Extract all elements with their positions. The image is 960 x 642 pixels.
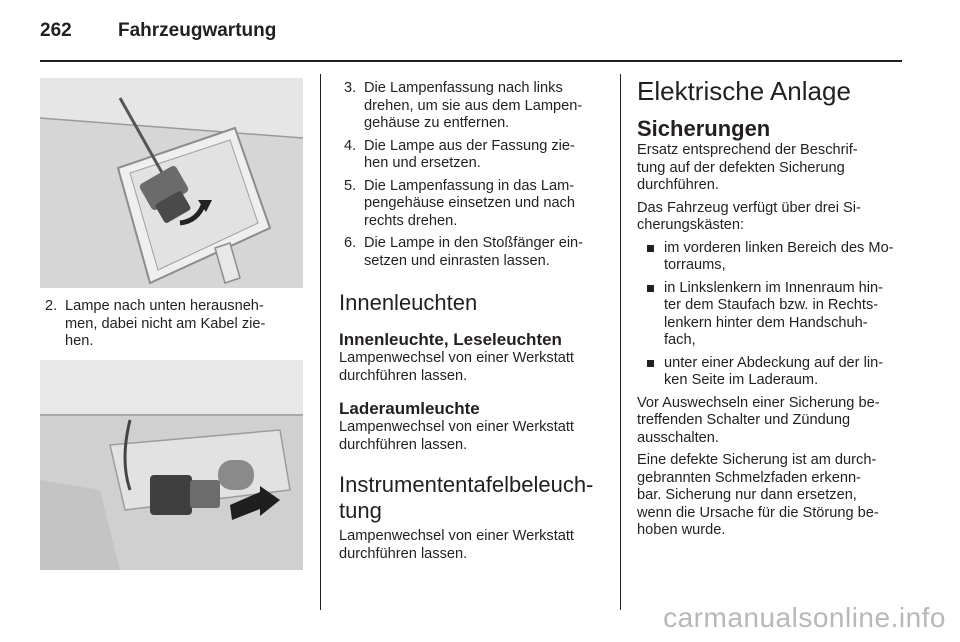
text-line: Das Fahrzeug verfügt über drei Si-	[637, 199, 861, 216]
watermark: carmanualsonline.info	[663, 602, 946, 633]
bullet-square-icon	[647, 245, 654, 252]
text-line: treffenden Schalter und Zündung	[637, 412, 851, 428]
step-5-line: rechts drehen.	[364, 212, 458, 229]
heading-instrumententafelbeleuchtung	[339, 472, 604, 524]
heading-sicherungen: Sicherungen	[637, 116, 771, 141]
heading-elektrische-anlage: Elektrische Anlage	[637, 76, 851, 106]
step-3	[339, 80, 604, 133]
text-line: durchführen lassen.	[339, 436, 468, 453]
bullet-item	[637, 355, 905, 390]
step-5-line: Die Lampenfassung in das Lam-	[364, 177, 575, 194]
right-column	[637, 76, 905, 540]
paragraph-instrumententafel	[339, 528, 609, 563]
text-line: ausschalten.	[637, 429, 719, 446]
page-number: 262	[40, 20, 72, 41]
bullet-item	[637, 240, 905, 275]
heading-innenleuchten: Innenleuchten	[339, 290, 478, 315]
step-4-line: hen und ersetzen.	[364, 155, 481, 171]
step-2	[40, 298, 305, 351]
text-line: cherungskästen:	[637, 217, 745, 233]
heading-line: tung	[339, 498, 382, 523]
text-line: gebrannten Schmelzfaden erkenn-	[637, 469, 861, 486]
paragraph-laderaumleuchte	[339, 419, 609, 454]
figure-lamp-housing	[40, 78, 303, 288]
text-line: ter dem Staufach bzw. in Rechts-	[664, 297, 879, 313]
step-5-line: pengehäuse einsetzen und nach	[364, 195, 575, 211]
paragraph-innenleuchte	[339, 350, 609, 385]
figure-lamp-socket	[40, 360, 303, 570]
lamp-socket-illustration	[40, 360, 303, 570]
text-line: Lampenwechsel von einer Werkstatt	[339, 528, 574, 544]
paragraph-drei-sicherungskaesten	[637, 200, 905, 235]
step-6-line: setzen und einrasten lassen.	[364, 252, 550, 269]
step-6-number: 6.	[344, 235, 357, 251]
text-line: bar. Sicherung nur dann ersetzen,	[637, 487, 857, 503]
heading-innenleuchte-leseleuchten: Innenleuchte, Leseleuchten	[339, 330, 562, 349]
paragraph-defekte-sicherung	[637, 452, 905, 540]
step-2-line: hen.	[65, 333, 94, 349]
text-line: Lampenwechsel von einer Werkstatt	[339, 350, 574, 366]
paragraph-ersatz	[637, 142, 905, 195]
text-line: durchführen lassen.	[339, 545, 468, 562]
text-line: tung auf der defekten Sicherung	[637, 159, 845, 176]
bullet-item	[637, 280, 905, 350]
innenleuchten-section	[339, 290, 609, 563]
text-line: unter einer Abdeckung auf der lin-	[664, 354, 884, 371]
step-4-line: Die Lampe aus der Fassung zie-	[364, 137, 575, 154]
step-4	[339, 138, 604, 173]
step-5-number: 5.	[344, 177, 357, 194]
column-divider-left	[320, 74, 321, 610]
step-6-line: Die Lampe in den Stoßfänger ein-	[364, 235, 584, 251]
text-line: in Linkslenkern im Innenraum hin-	[664, 279, 884, 296]
step-2-number: 2.	[45, 298, 58, 314]
text-line: wenn die Ursache für die Störung be-	[637, 504, 879, 521]
text-line: Vor Auswechseln einer Sicherung be-	[637, 394, 880, 411]
step-3-line: Die Lampenfassung nach links	[364, 80, 563, 96]
step-4-number: 4.	[344, 137, 357, 154]
text-line: Ersatz entsprechend der Beschrif-	[637, 142, 858, 158]
text-line: torraums,	[664, 257, 726, 273]
text-line: Eine defekte Sicherung ist am durch-	[637, 452, 877, 468]
step-3-number: 3.	[344, 80, 357, 96]
middle-column	[339, 80, 604, 270]
paragraph-vor-auswechseln	[637, 395, 905, 448]
step-5	[339, 178, 604, 231]
column-divider-right	[620, 74, 621, 610]
text-line: im vorderen linken Bereich des Mo-	[664, 239, 894, 256]
text-line: durchführen lassen.	[339, 367, 468, 384]
text-line: fach,	[664, 332, 696, 348]
text-line: hoben wurde.	[637, 522, 726, 538]
text-line: Lampenwechsel von einer Werkstatt	[339, 419, 574, 435]
step-2-line: men, dabei nicht am Kabel zie-	[65, 315, 266, 332]
step-6	[339, 235, 604, 270]
text-line: ken Seite im Laderaum.	[664, 372, 819, 388]
text-line: lenkern hinter dem Handschuh-	[664, 314, 868, 331]
heading-laderaumleuchte: Laderaumleuchte	[339, 399, 480, 418]
header-rule	[40, 60, 902, 62]
bullet-square-icon	[647, 285, 654, 292]
page-title: Fahrzeugwartung	[118, 20, 277, 41]
step-3-line: drehen, um sie aus dem Lampen-	[364, 97, 583, 114]
heading-line: Instrumententafelbeleuch-	[339, 472, 594, 497]
step-2-line: Lampe nach unten herausneh-	[65, 298, 264, 314]
step-3-line: gehäuse zu entfernen.	[364, 115, 510, 131]
text-line: durchführen.	[637, 177, 719, 193]
bullet-square-icon	[647, 360, 654, 367]
lamp-housing-illustration	[40, 78, 303, 288]
